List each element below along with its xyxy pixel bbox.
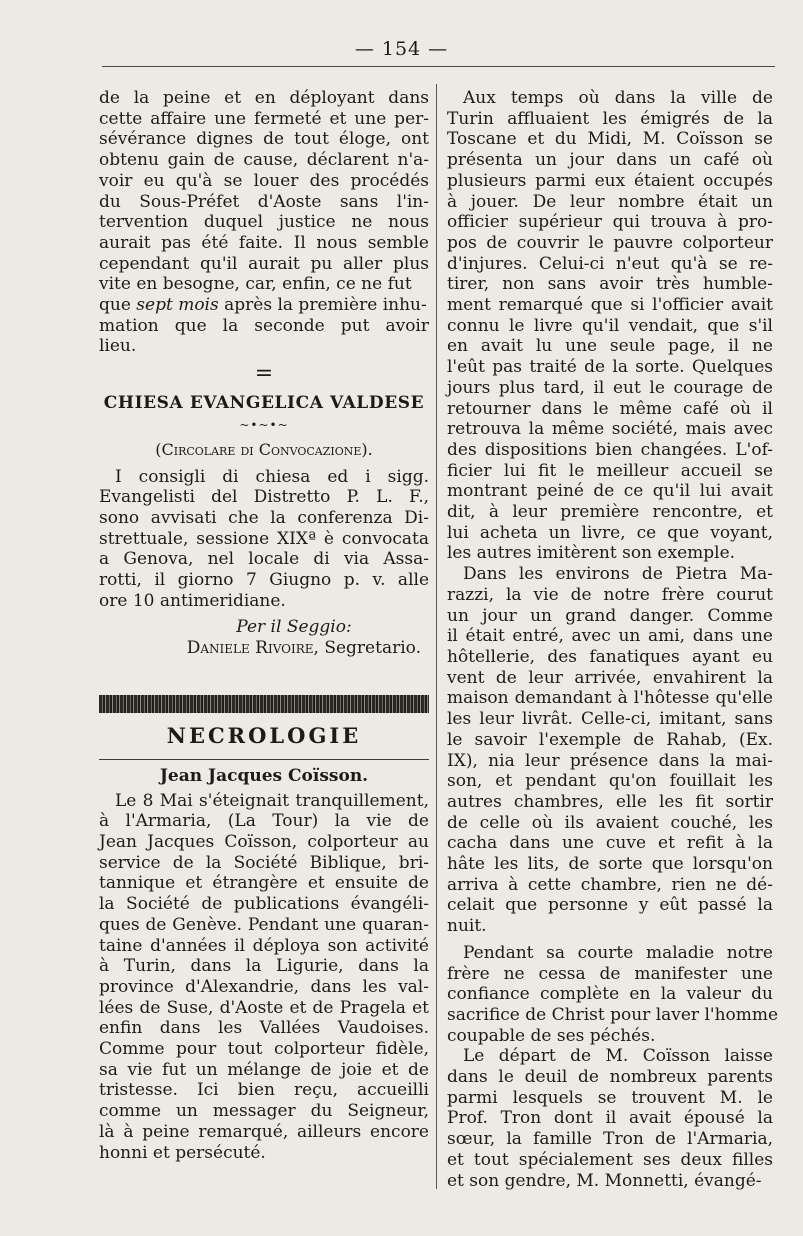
pietra-marazzi-paragraph: [447, 564, 773, 937]
intro-lines: [99, 88, 429, 295]
text-line: ficier lui fit le meilleur accueil se: [447, 460, 773, 481]
text-line: vite en besogne, car, enfin, ce ne fut: [99, 274, 412, 295]
text-line: les autres imitèrent son exemple.: [447, 543, 736, 564]
page-number: — 154 —: [354, 38, 449, 60]
text-line: pos de couvrir le pauvre colporteur: [447, 232, 773, 253]
text-line: cacha dans une cuve et refit à la: [447, 833, 773, 854]
maladie-paragraph: [447, 942, 779, 1047]
cafe-paragraph: [447, 88, 773, 564]
text-line: la Société de publications évangéli-: [99, 894, 429, 915]
text-line: connu le livre qu'il vendait, que s'il: [447, 315, 773, 336]
text-line: IX), nia leur présence dans la mai-: [447, 750, 773, 771]
text-line: là à peine remarqué, ailleurs encore: [99, 1121, 429, 1142]
text-line: maison demandant à l'hôtesse qu'elle: [447, 688, 773, 709]
text-line: Turin affluaient les émigrés de la: [447, 108, 773, 129]
text-line: vent de leur arrivée, envahirent la: [447, 667, 773, 688]
text-line: à l'Armaria, (La Tour) la vie de: [99, 811, 429, 832]
text-line: et tout spécialement ses deux filles: [447, 1149, 773, 1170]
text-line: sœur, la famille Tron de l'Armaria,: [447, 1129, 773, 1150]
text-line: tervention duquel justice ne nous: [99, 212, 429, 233]
text-line: Le 8 Mai s'éteignait tranquillement,: [115, 790, 429, 811]
header-rule: [102, 66, 775, 67]
text-line: montrant peiné de ce qu'il lui avait: [447, 481, 773, 502]
signer-name: Daniele Rivoire: [186, 638, 314, 659]
convocazione-paragraph: [99, 467, 429, 612]
signer: [99, 638, 429, 659]
text-line: hâte les lits, de sorte que lorsqu'on: [447, 854, 773, 875]
text-line: voir eu qu'à se louer des procédés: [99, 170, 429, 191]
text-line: le savoir l'exemple de Rahab, (Ex.: [447, 729, 773, 750]
left-column: [99, 88, 429, 1163]
convocazione-lines: [99, 467, 429, 612]
text-line: mation que la seconde put avoir: [99, 315, 429, 336]
text-line: d'injures. Celui-ci n'eut qu'à se re-: [447, 253, 773, 274]
text-line: l'eût pas traité de la sorte. Quelques: [447, 357, 773, 378]
text-line: dans le deuil de nombreux parents: [447, 1067, 773, 1088]
intro-que: que: [99, 295, 137, 316]
decorative-band: [99, 695, 429, 713]
text-line: et son gendre, M. Monnetti, évangé-: [447, 1170, 762, 1191]
text-line: lui acheta un livre, ce que voyant,: [447, 522, 773, 543]
intro-end-lines: [99, 316, 429, 357]
text-line: comme un messager du Seigneur,: [99, 1101, 429, 1122]
text-line: Evangelisti del Distretto P. L. F.,: [99, 487, 429, 508]
text-line: à jouer. De leur nombre était un: [447, 191, 773, 212]
text-line: ques de Genève. Pendant une quaran-: [99, 914, 429, 935]
text-line: retrouva la même société, mais avec: [447, 419, 773, 440]
text-line: Aux temps où dans la ville de: [463, 88, 773, 108]
text-line: Comme pour tout colporteur fidèle,: [99, 1039, 429, 1060]
text-line: Dans les environs de Pietra Ma-: [463, 564, 773, 585]
text-line: de celle où ils avaient couché, les: [447, 812, 773, 833]
text-line: des dispositions bien changées. L'of-: [447, 439, 773, 460]
circolare-subtitle: (Circolare di Convocazione).: [155, 439, 373, 459]
text-line: hôtellerie, des fanatiques ayant eu: [447, 646, 773, 667]
text-line: retourner dans le même café où il: [447, 398, 773, 419]
text-line: ore 10 antimeridiane.: [99, 590, 286, 611]
text-line: Jean Jacques Coïsson, colporteur au: [99, 831, 429, 852]
text-line: tristesse. Ici bien reçu, accueilli: [99, 1080, 429, 1101]
chiesa-heading: CHIESA EVANGELICA VALDESE: [103, 393, 425, 414]
text-line: présenta un jour dans un café où: [447, 150, 773, 171]
text-line: nuit.: [447, 916, 487, 937]
text-line: autres chambres, elle les fit sortir: [447, 791, 773, 812]
text-line: les leur livrât. Celle-ci, imitant, sans: [447, 709, 773, 730]
text-line: officier supérieur qui trouva à pro-: [447, 212, 773, 233]
text-line: cependant qu'il aurait pu aller plus: [99, 253, 429, 274]
text-line: parmi lesquels se trouvent M. le: [447, 1087, 773, 1108]
text-line: province d'Alexandrie, dans les val-: [99, 976, 429, 997]
text-line: Pendant sa courte maladie notre: [463, 942, 773, 963]
signer-role: , Segretario.: [313, 638, 421, 659]
text-line: arriva à cette chambre, rien ne dé-: [447, 874, 773, 895]
column-divider: [436, 84, 437, 1189]
necrologie-lines: [99, 791, 429, 1164]
text-line: a Genova, nel locale di via Assa-: [99, 549, 429, 570]
name-heading: Jean Jacques Coïsson.: [159, 765, 369, 786]
text-line: Prof. Tron dont il avait épousé la: [447, 1108, 773, 1129]
intro-sept-mois-line: [99, 295, 429, 316]
text-line: sono avvisati che la conferenza Di-: [99, 507, 429, 528]
text-line: dit, à leur première rencontre, et: [447, 502, 773, 523]
text-line: service de la Société Biblique, bri-: [99, 852, 429, 873]
text-line: I consigli di chiesa ed i sigg.: [115, 466, 429, 487]
text-line: sa vie fut un mélange de joie et de: [99, 1059, 429, 1080]
text-line: Le départ de M. Coïsson laisse: [463, 1046, 773, 1067]
right-column: [447, 88, 779, 1191]
text-line: lieu.: [99, 336, 137, 357]
text-line: du Sous-Préfet d'Aoste sans l'in-: [99, 191, 429, 212]
text-line: frère ne cessa de manifester une: [447, 963, 773, 984]
text-line: confiance complète en la valeur du: [447, 984, 773, 1005]
text-line: aurait pas été faite. Il nous semble: [99, 232, 429, 253]
text-line: ment remarqué que si l'officier avait: [447, 295, 773, 316]
text-line: il était entré, avec un ami, dans une: [447, 626, 773, 647]
text-line: obtenu gain de cause, déclarent n'a-: [99, 150, 429, 171]
text-line: sacrifice de Christ pour laver l'homme: [447, 1004, 779, 1025]
text-line: Toscane et du Midi, M. Coïsson se: [447, 129, 773, 150]
intro-after: après la première inhu-: [218, 295, 427, 316]
text-line: honni et persécuté.: [99, 1142, 266, 1163]
text-line: strettuale, sessione XIXª è convocata: [99, 528, 429, 549]
per-il-seggio: Per il Seggio:: [236, 617, 352, 638]
sept-mois-emphasis: sept mois: [136, 295, 219, 316]
text-line: de la peine et en déployant dans: [99, 88, 429, 108]
text-line: tirer, non sans avoir très humble-: [447, 274, 773, 295]
text-line: cette affaire une fermeté et une per-: [99, 108, 429, 129]
text-line: un jour un grand danger. Comme: [447, 605, 773, 626]
necrologie-heading: NECROLOGIE: [166, 722, 362, 748]
text-line: sévérance dignes de tout éloge, ont: [99, 129, 429, 150]
ornament-divider: ~•~•~: [239, 417, 289, 432]
text-line: coupable de ses péchés.: [447, 1025, 656, 1046]
text-line: lées de Suse, d'Aoste et de Pragela et: [99, 997, 429, 1018]
text-line: plusieurs parmi eux étaient occupés: [447, 170, 773, 191]
section-separator: =: [254, 361, 274, 387]
text-line: celait que personne y eût passé la: [447, 895, 773, 916]
text-line: son, et pendant qu'on fouillait les: [447, 771, 773, 792]
text-line: taine d'années il déploya son activité: [99, 935, 429, 956]
text-line: enfin dans les Vallées Vaudoises.: [99, 1018, 429, 1039]
intro-paragraph: [99, 88, 429, 357]
text-line: en avait lu une seule page, il ne: [447, 336, 773, 357]
text-line: rotti, il giorno 7 Giugno p. v. alle: [99, 570, 429, 591]
text-line: tannique et étrangère et ensuite de: [99, 873, 429, 894]
text-line: jours plus tard, il eut le courage de: [447, 377, 773, 398]
depart-paragraph: [447, 1046, 773, 1191]
text-line: à Turin, dans la Ligurie, dans la: [99, 956, 429, 977]
text-line: razzi, la vie de notre frère courut: [447, 584, 773, 605]
necrologie-rule: [99, 759, 429, 760]
